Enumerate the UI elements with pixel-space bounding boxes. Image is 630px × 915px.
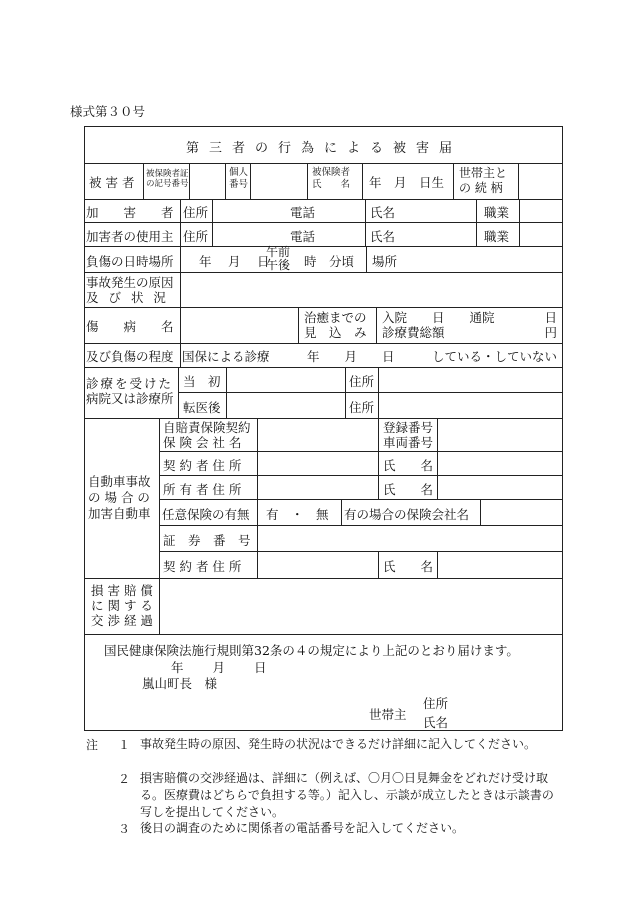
declaration-date: 年 月 日 — [171, 660, 267, 675]
employer-address-label: 住所 — [183, 229, 209, 244]
vehicle-label: 自動車事故 の 場 合 の 加害自動車 — [88, 474, 151, 521]
victim-label: 被 害 者 — [89, 175, 135, 190]
voluntary-insurer-label: 有の場合の保険会社名 — [344, 507, 470, 522]
form-number: 様式第３０号 — [70, 104, 146, 119]
injury-time-label: 時 分頃 — [304, 254, 355, 269]
contractor-address-2-label: 契 約 者 住 所 — [163, 559, 242, 574]
note-3-number: ３ — [118, 822, 131, 836]
household-head-address-label: 住所 — [423, 696, 449, 711]
transfer-hospital-address-label: 住所 — [349, 400, 375, 415]
form-title: 第三者の行為による被害届 — [185, 141, 462, 156]
birth-date-label: 年 月 日生 — [369, 175, 445, 190]
am-pm-label: 午前 午後 — [266, 245, 291, 272]
voluntary-insurance-label: 任意保険の有無 — [162, 507, 250, 522]
note-1-number: １ — [118, 738, 131, 752]
injury-date-label: 年 月 日 — [199, 254, 270, 269]
injury-degree-label: 及び負傷の程度 — [86, 349, 174, 364]
injury-datetime-label: 負傷の日時場所 — [86, 254, 174, 269]
initial-hospital-address-label: 住所 — [349, 374, 375, 389]
contractor-name-label: 氏 名 — [383, 458, 434, 473]
notes-label: 注 — [86, 738, 99, 752]
perpetrator-address-label: 住所 — [183, 205, 209, 220]
note-2: 損害賠償の交渉経過は、詳細に（例えば、〇月〇日見舞金をどれだけ受け取る。医療費はどちらで負担する等。）記入し、示談が成立したときは示談書の写しを提出してください。 — [140, 771, 554, 819]
household-head-label: 世帯主 — [369, 707, 407, 722]
perpetrator-phone-label: 電話 — [290, 205, 316, 220]
note-1: 事故発生時の原因、発生時の状況はできるだけ詳細に記入してください。 — [140, 737, 537, 751]
insurance-card-label: 被保険者証 の記号番号 — [146, 169, 189, 189]
note-3: 後日の調査のために関係者の電話番号を記入してください。 — [140, 821, 465, 835]
employer-name-label: 氏名 — [370, 229, 396, 244]
insured-name-label: 被保険者 氏 名 — [312, 167, 351, 190]
nhi-treatment-text: 国保による診療 年 月 日 している・していない — [182, 349, 558, 364]
perpetrator-name-label: 氏名 — [370, 205, 396, 220]
cause-label: 事故発生の原因 及 び 状 況 — [86, 275, 174, 305]
injury-place-label: 場所 — [372, 254, 398, 269]
hospital-label: 診療を受けた 病院又は診療所 — [86, 376, 174, 406]
initial-hospital-label: 当 初 — [183, 374, 221, 389]
note-2-number: ２ — [118, 772, 131, 786]
cali-insurer-label: 自賠責保険契約 保 険 会 社 名 — [163, 420, 251, 450]
owner-name-label: 氏 名 — [383, 482, 434, 497]
personal-number-label: 個人 番号 — [229, 167, 249, 190]
declaration-text: 国民健康保険法施行規則第32条の４の規定により上記のとおり届けます。 — [104, 643, 519, 658]
recovery-estimate-label: 治癒までの 見 込 み — [304, 310, 367, 340]
head-relation-label: 世帯主と の 続 柄 — [459, 166, 508, 195]
policy-number-label: 証 券 番 号 — [163, 533, 251, 548]
employer-occupation-label: 職業 — [484, 229, 510, 244]
transfer-hospital-label: 転医後 — [183, 400, 221, 415]
declaration-addressee: 嵐山町長 様 — [142, 676, 218, 691]
contractor-address-label: 契 約 者 住 所 — [163, 458, 242, 473]
voluntary-yes-no: 有 ・ 無 — [266, 507, 329, 522]
employer-phone-label: 電話 — [290, 229, 316, 244]
injury-name-label: 傷 病 名 — [86, 319, 174, 334]
hospital-days-label: 入院 日 通院 日 診療費総額 円 — [382, 310, 558, 340]
negotiation-label: 損 害 賠 償 に 関 す る 交 渉 経 過 — [91, 583, 153, 628]
perpetrator-occupation-label: 職業 — [484, 205, 510, 220]
registration-number-label: 登録番号 車両番号 — [383, 420, 434, 450]
contractor-name-2-label: 氏 名 — [383, 559, 434, 574]
owner-address-label: 所 有 者 住 所 — [163, 482, 242, 497]
household-head-name-label: 氏名 — [423, 715, 449, 730]
perpetrator-label: 加 害 者 — [86, 205, 174, 220]
employer-label: 加害者の使用主 — [86, 229, 174, 244]
